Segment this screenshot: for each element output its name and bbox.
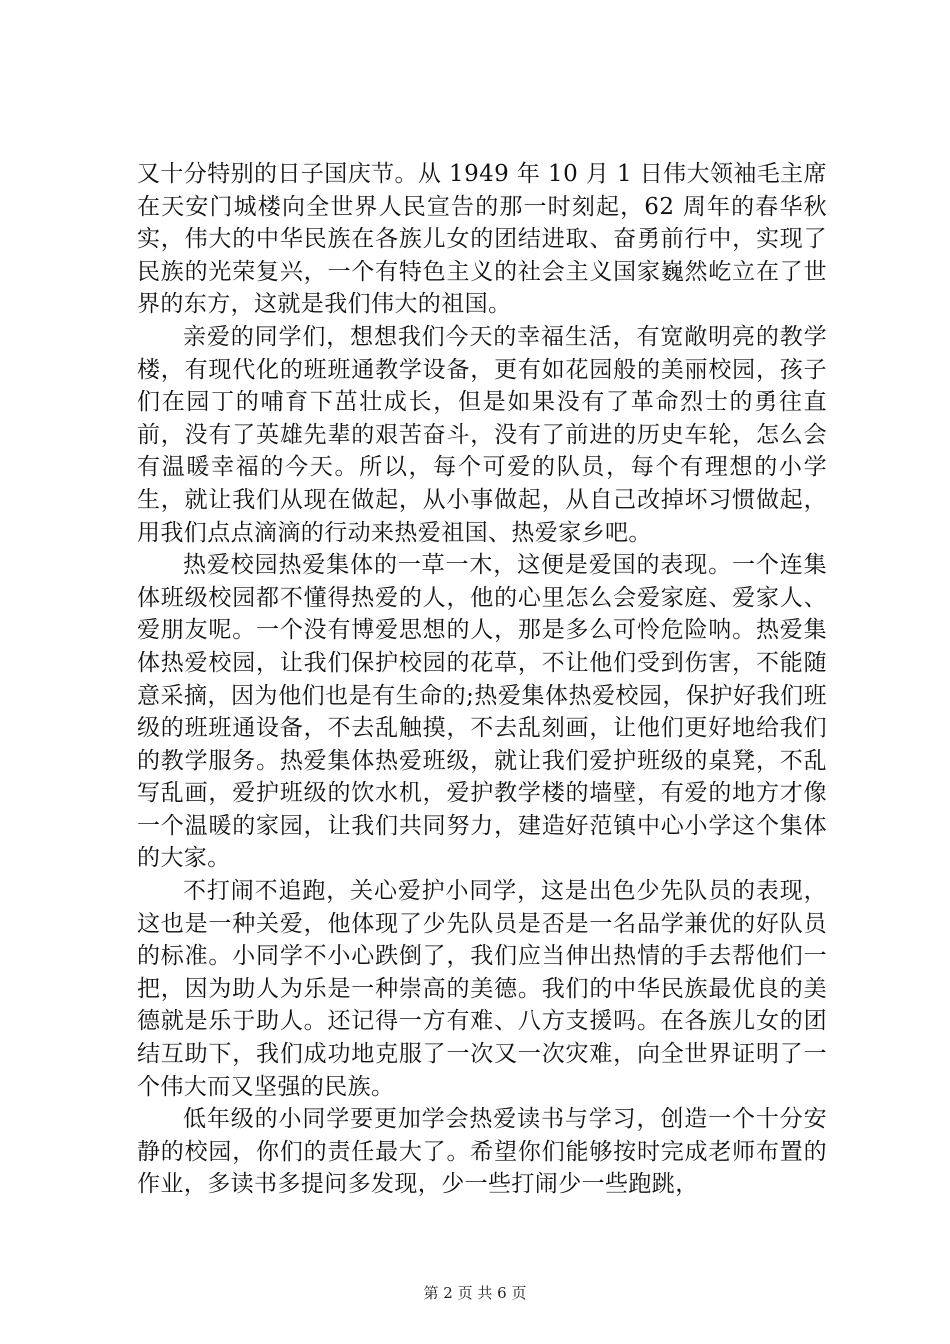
- paragraph-continued: 又十分特别的日子国庆节。从 1949 年 10 月 1 日伟大领袖毛主席在天安门城楼向全世界人民宣告的那一时刻起，62 周年的春华秋实，伟大的中华民族在各族儿女的团结进取、奋勇前行中，实现了民族的光荣复兴，一个有特色主义的社会主义国家巍然屹立在了世界的东方，这就是我们伟大的祖国。: [137, 161, 827, 318]
- paragraph: 不打闹不追跑，关心爱护小同学，这是出色少先队员的表现，这也是一种关爱，他体现了少先队员是否是一名品学兼优的好队员的标准。小同学不小心跌倒了，我们应当伸出热情的手去帮他们一把，因为助人为乐是一种崇高的美德。我们的中华民族最优良的美德就是乐于助人。还记得一方有难、八方支援吗。在各族儿女的团结互助下，我们成功地克服了一次又一次灾难，向全世界证明了一个伟大而又坚强的民族。: [137, 878, 827, 1100]
- paragraph: 热爱校园热爱集体的一草一木，这便是爱国的表现。一个连集体班级校园都不懂得热爱的人，他的心里怎么会爱家庭、爱家人、爱朋友呢。一个没有博爱思想的人，那是多么可怜危险呐。热爱集体热爱校园，让我们保护校园的花草，不让他们受到伤害，不能随意采摘，因为他们也是有生命的;热爱集体热爱校园，保护好我们班级的班班通设备，不去乱触摸，不去乱刻画，让他们更好地给我们的教学服务。热爱集体热爱班级，就让我们爱护班级的桌凳，不乱写乱画，爱护班级的饮水机，爱护教学楼的墙壁，有爱的地方才像一个温暖的家园，让我们共同努力，建造好范镇中心小学这个集体的大家。: [137, 552, 827, 872]
- paragraph: 低年级的小同学要更加学会热爱读书与学习，创造一个十分安静的校园，你们的责任最大了。希望你们能够按时完成老师布置的作业，多读书多提问多发现，少一些打闹少一些跑跳，: [137, 1106, 827, 1198]
- page-number-footer: 第 2 页 共 6 页: [423, 1284, 527, 1302]
- document-body: [137, 158, 827, 1201]
- paragraph: 亲爱的同学们，想想我们今天的幸福生活，有宽敞明亮的教学楼，有现代化的班班通教学设备，更有如花园般的美丽校园，孩子们在园丁的哺育下茁壮成长，但是如果没有了革命烈士的勇往直前，没有了英雄先辈的艰苦奋斗，没有了前进的历史车轮，怎么会有温暖幸福的今天。所以，每个可爱的队员，每个有理想的小学生，就让我们从现在做起，从小事做起，从自己改掉坏习惯做起，用我们点点滴滴的行动来热爱祖国、热爱家乡吧。: [137, 323, 827, 546]
